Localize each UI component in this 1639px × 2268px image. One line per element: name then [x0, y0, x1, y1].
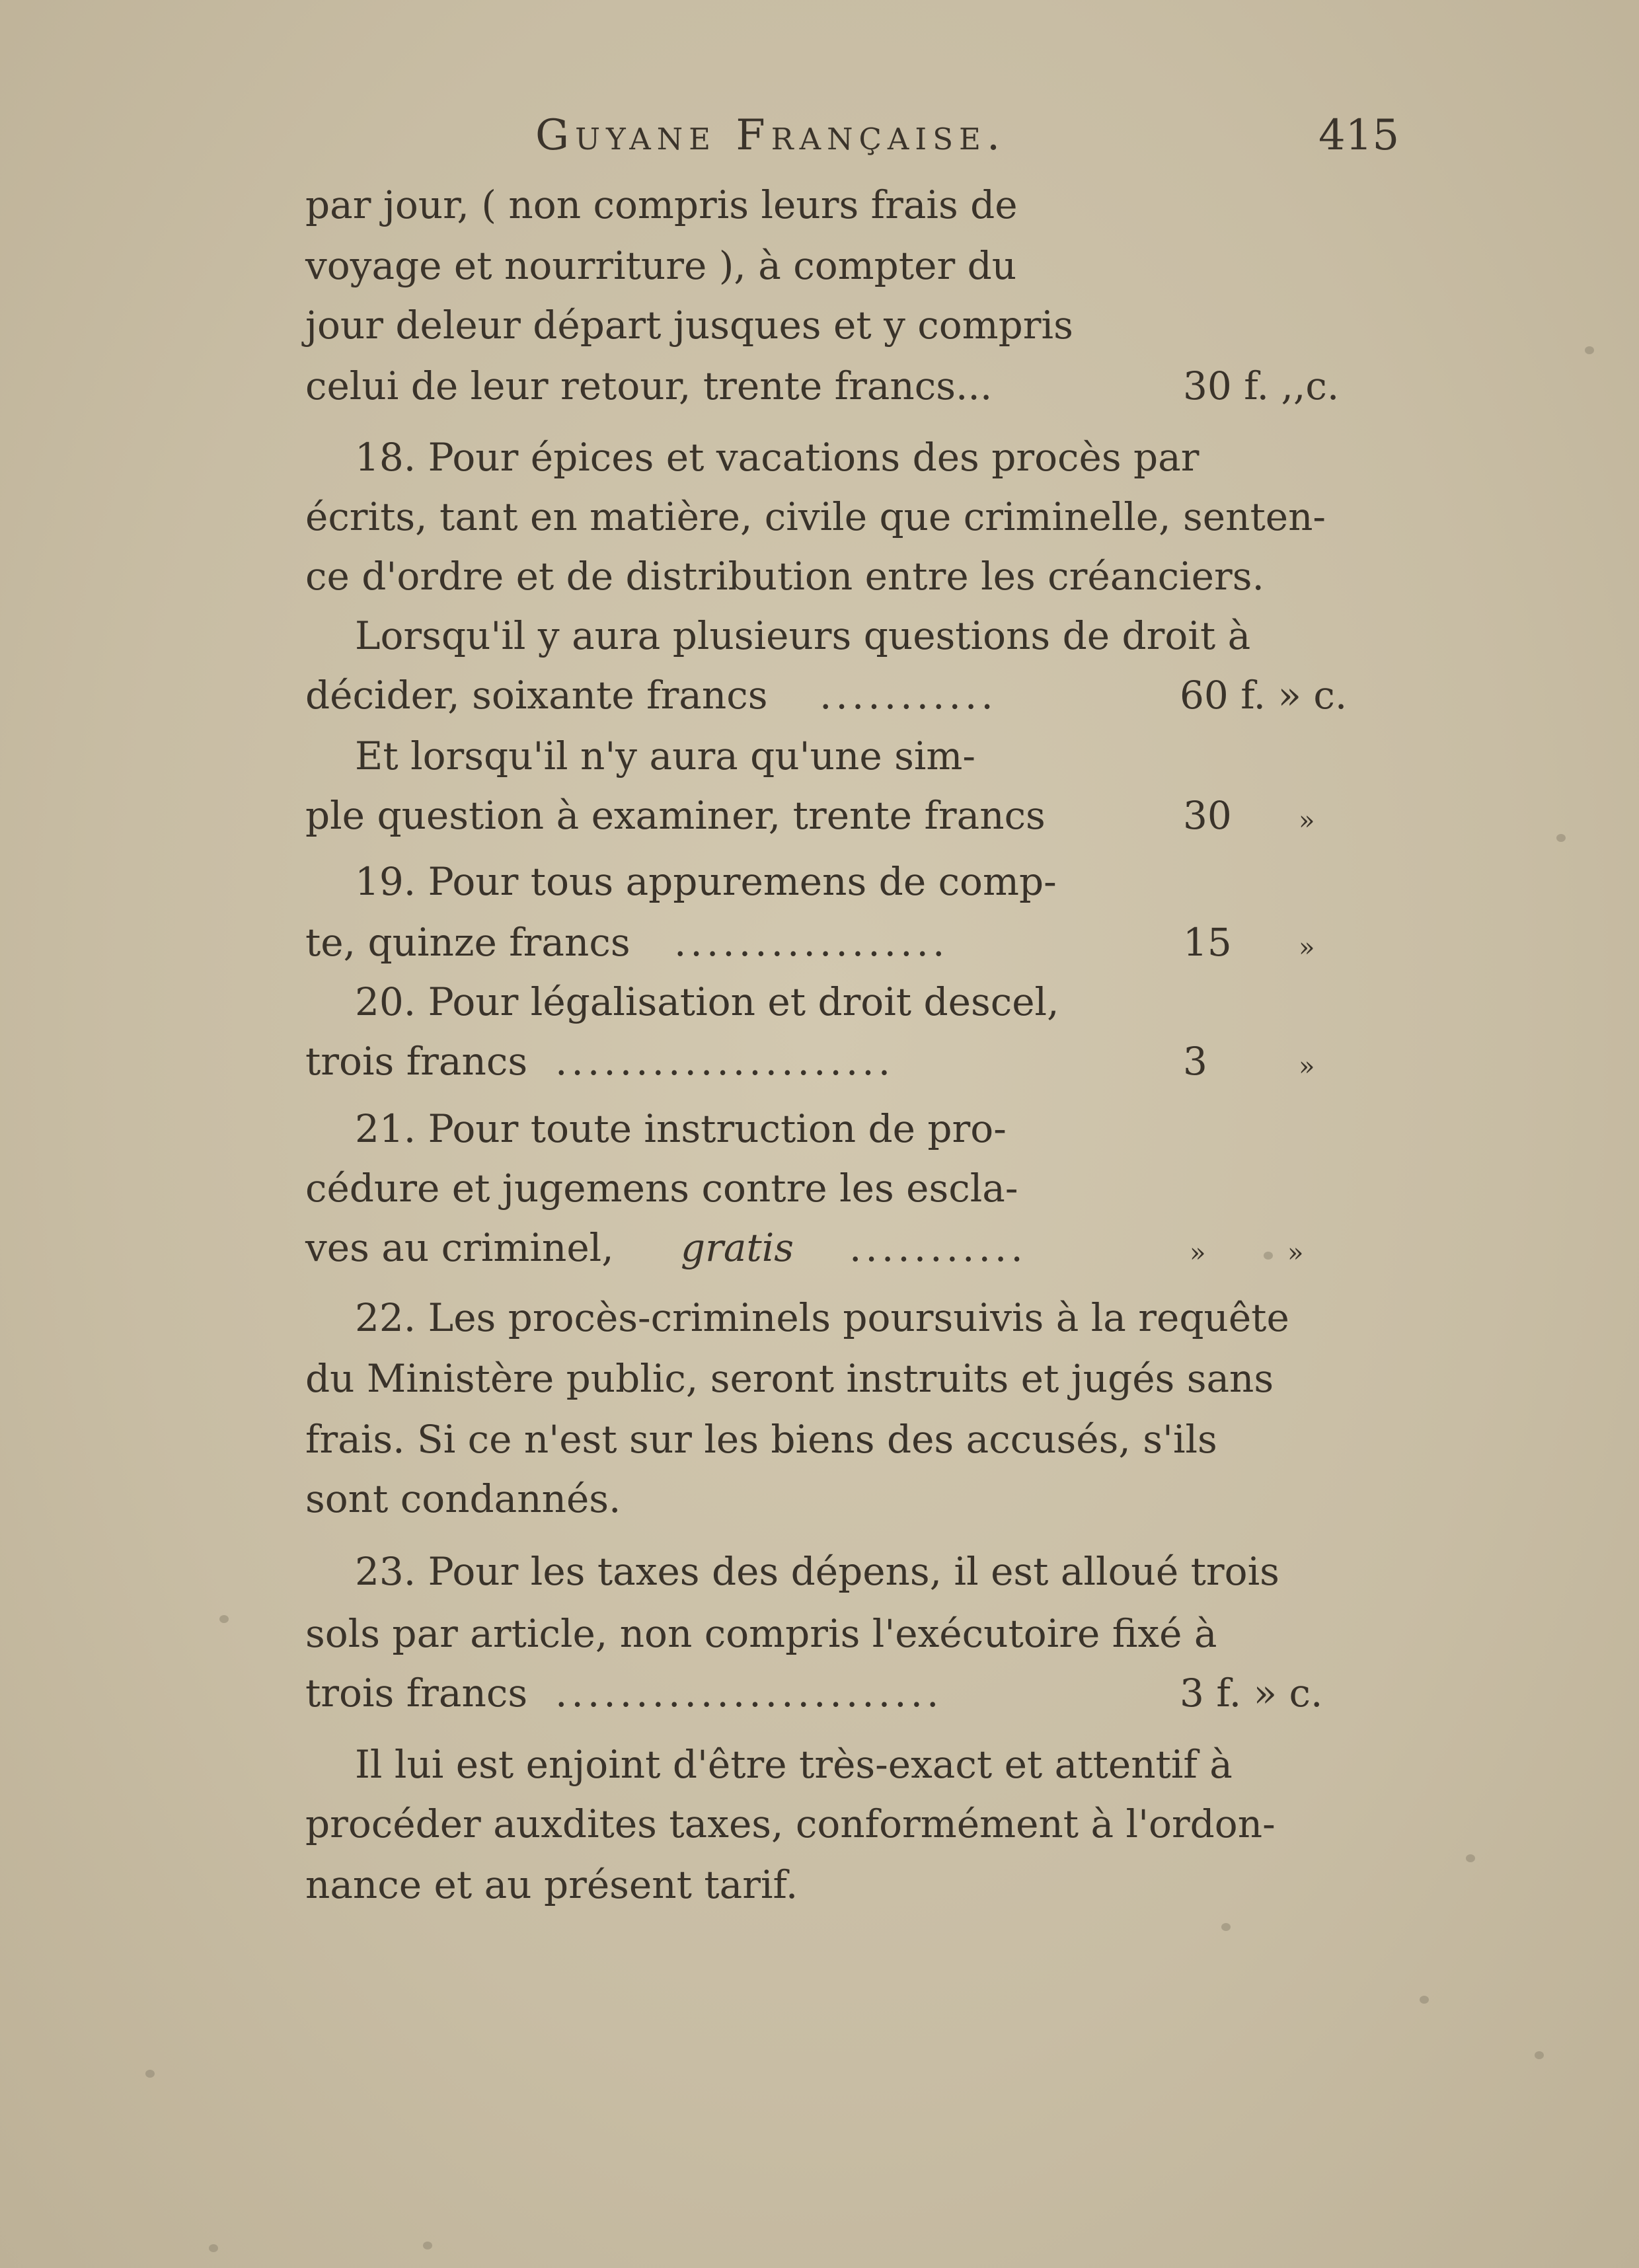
- line-text: nance et au présent tarif.: [305, 1862, 798, 1907]
- line-text: sont condannés.: [305, 1476, 621, 1521]
- amount: 3 f. » c.: [1180, 1671, 1323, 1716]
- page-header: [0, 111, 1639, 170]
- line-text: jour deleur départ jusques et y compris: [305, 303, 1073, 348]
- text-line: [0, 1102, 1639, 1155]
- text-line: [0, 1413, 1639, 1466]
- text-line: [0, 855, 1639, 908]
- text-line: [0, 1797, 1639, 1850]
- paper-speck: [423, 2242, 432, 2249]
- text-line: [0, 239, 1639, 292]
- amount: 30: [1183, 793, 1232, 838]
- tariff-line: [0, 916, 1639, 969]
- paper-speck: [1466, 1854, 1475, 1862]
- text-line: [0, 1291, 1639, 1344]
- amount: 15: [1183, 920, 1232, 965]
- leader-dots: .....................: [555, 1039, 895, 1084]
- article-22-start: 22. Les procès-criminels poursuivis à la requête: [355, 1295, 1289, 1340]
- ditto-mark: »: [1190, 1238, 1206, 1268]
- line-text: ple question à examiner, trente francs: [305, 793, 1046, 838]
- tariff-line: [0, 1667, 1639, 1720]
- text-line: [0, 1738, 1639, 1791]
- gratis-word: gratis: [681, 1225, 794, 1270]
- line-text: celui de leur retour, trente francs...: [305, 363, 993, 408]
- article-20-start: 20. Pour légalisation et droit descel,: [355, 979, 1059, 1024]
- paper-speck: [209, 2244, 218, 2252]
- text-line: [0, 299, 1639, 352]
- amount: 60 f. » c.: [1180, 673, 1348, 718]
- line-text: voyage et nourriture ), à compter du: [305, 243, 1017, 288]
- line-text: écrits, tant en matière, civile que criminelle, senten-: [305, 494, 1326, 539]
- text-line: [0, 609, 1639, 662]
- amount: 30 f. ,,c.: [1183, 363, 1340, 408]
- leader-dots: ........................: [555, 1671, 943, 1716]
- ditto-mark: »: [1299, 932, 1315, 963]
- tariff-line: [0, 359, 1639, 412]
- line-text: Et lorsqu'il n'y aura qu'une sim-: [355, 734, 975, 778]
- paper-speck: [1264, 1252, 1273, 1260]
- tariff-line: [0, 1035, 1639, 1088]
- text-line: [0, 1607, 1639, 1660]
- leader-dots: .................: [674, 920, 949, 965]
- line-text: te, quinze francs: [305, 920, 630, 965]
- paper-speck: [1221, 1923, 1231, 1931]
- line-text: ce d'ordre et de distribution entre les créanciers.: [305, 554, 1264, 599]
- tariff-line: [0, 669, 1639, 722]
- text-line: [0, 1472, 1639, 1525]
- text-line: [0, 1545, 1639, 1598]
- line-text: trois francs: [305, 1039, 528, 1084]
- line-text: procéder auxdites taxes, conformément à l'ordon-: [305, 1801, 1276, 1846]
- paper-speck: [1535, 2051, 1544, 2059]
- line-text: ves au criminel,: [305, 1225, 614, 1270]
- text-line: [0, 178, 1639, 231]
- page-number: 415: [1318, 111, 1400, 160]
- paper-speck: [145, 2070, 155, 2078]
- running-title: Guyane Française.: [535, 111, 1007, 160]
- line-text: trois francs: [305, 1671, 528, 1716]
- text-line: [0, 1352, 1639, 1405]
- ditto-mark: »: [1299, 806, 1315, 836]
- line-text: par jour, ( non compris leurs frais de: [305, 182, 1018, 227]
- line-text: cédure et jugemens contre les escla-: [305, 1166, 1018, 1211]
- ditto-mark: »: [1299, 1051, 1315, 1082]
- paper-speck: [1556, 834, 1566, 842]
- text-line: [0, 975, 1639, 1028]
- text-line: [0, 1162, 1639, 1215]
- leader-dots: ...........: [849, 1225, 1027, 1270]
- text-line: [0, 730, 1639, 782]
- line-text: Il lui est enjoint d'être très-exact et attentif à: [355, 1742, 1233, 1787]
- article-18-start: 18. Pour épices et vacations des procès par: [355, 435, 1200, 480]
- paper-speck: [1420, 1996, 1429, 2004]
- text-line: [0, 1858, 1639, 1911]
- article-23-start: 23. Pour les taxes des dépens, il est alloué trois: [355, 1549, 1279, 1594]
- paper-speck: [1585, 346, 1594, 354]
- tariff-line: [0, 1221, 1639, 1274]
- tariff-line: [0, 789, 1639, 842]
- paper-speck: [219, 1615, 229, 1623]
- text-line: [0, 431, 1639, 484]
- text-line: [0, 550, 1639, 603]
- ditto-mark: »: [1287, 1238, 1304, 1268]
- leader-dots: ...........: [820, 673, 997, 718]
- line-text: frais. Si ce n'est sur les biens des accusés, s'ils: [305, 1417, 1217, 1462]
- text-line: [0, 490, 1639, 543]
- line-text: du Ministère public, seront instruits et jugés sans: [305, 1356, 1274, 1401]
- line-text: Lorsqu'il y aura plusieurs questions de droit à: [355, 613, 1251, 658]
- article-19-start: 19. Pour tous appuremens de comp-: [355, 859, 1057, 904]
- amount: 3: [1183, 1039, 1207, 1084]
- line-text: décider, soixante francs: [305, 673, 768, 718]
- article-21-start: 21. Pour toute instruction de pro-: [355, 1106, 1007, 1151]
- line-text: sols par article, non compris l'exécutoire fixé à: [305, 1611, 1217, 1656]
